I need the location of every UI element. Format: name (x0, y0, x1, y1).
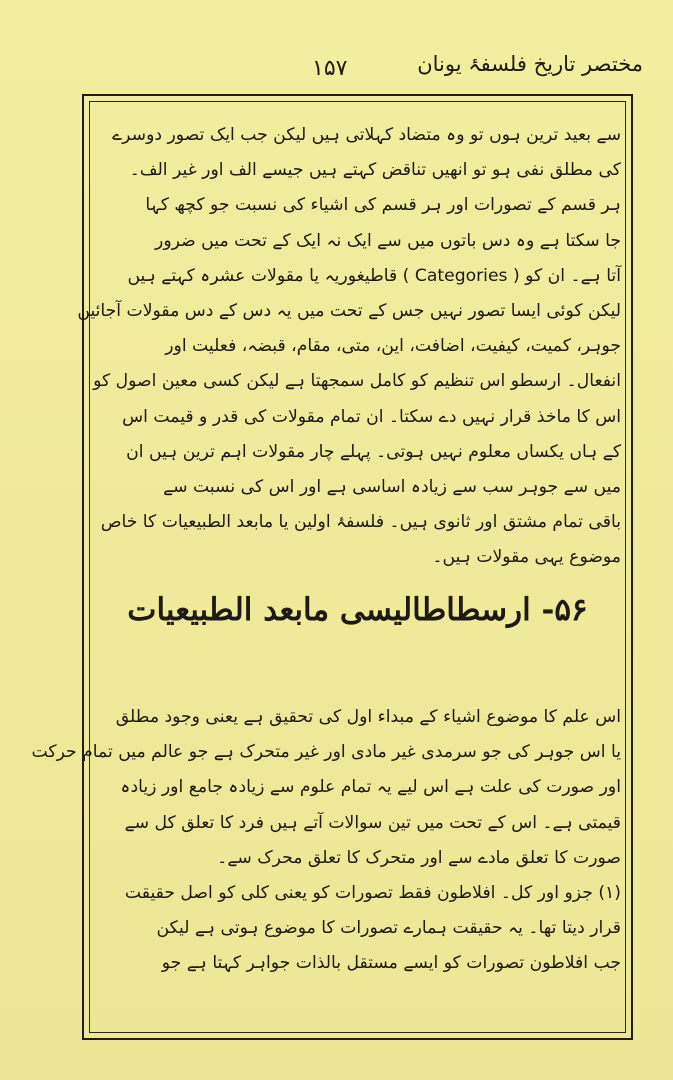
text-line: اس علم کا موضوع اشیاء کے مبداء اول کی تحقیق ہے یعنی وجود مطلق (115, 707, 621, 727)
text-line: اس کا ماخذ قرار نہیں دے سکتا۔ ان تمام مقولات کی قدر و قیمت اس (122, 406, 621, 427)
text-line: جب افلاطون تصورات کو ایسے مستقل بالذات جواہر کہتا ہے جو (161, 953, 621, 974)
text-line: جوہر، کمیت، کیفیت، اضافت، این، متی، مقام، قبضہ، فعلیت اور (165, 336, 621, 357)
text-line: باقی تمام مشتق اور ثانوی ہیں۔ فلسفۂ اولین یا مابعد الطبیعیات کا خاص (100, 512, 621, 533)
text-line: جا سکتا ہے وہ دس باتوں میں سے ایک نہ ایک کے تحت میں ضرور (155, 230, 621, 251)
book-title: مختصر تاریخ فلسفۂ یونان (417, 52, 643, 76)
text-line: اور صورت کی علت ہے اس لیے یہ تمام علوم سے زیادہ جامع اور زیادہ (120, 777, 621, 798)
text-line: کی مطلق نفی ہو تو انھیں تناقض کہتے ہیں جیسے الف اور غیر الف۔ (129, 160, 621, 181)
text-line: سے بعید ترین ہوں تو وہ متضاد کہلاتی ہیں لیکن جب ایک تصور دوسرے (112, 125, 621, 145)
body-text-section-two (31, 700, 621, 982)
text-line: ہر قسم کے تصورات اور ہر قسم کی اشیاء کی نسبت جو کچھ کہا (145, 195, 621, 216)
text-line: (۱) جزو اور کل۔ افلاطون فقط تصورات کو یعنی کلی کو اصل حقیقت (124, 882, 621, 903)
text-line: قرار دیتا تھا۔ یہ حقیقت ہمارے تصورات کا موضوع ہوتی ہے لیکن (156, 918, 621, 939)
body-text-section-one (77, 118, 621, 575)
text-line: کے ہاں یکساں معلوم نہیں ہوتی۔ پہلے چار مقولات اہم ترین ہیں ان (126, 441, 621, 462)
text-line: آتا ہے۔ ان کو ( Categories ) قاطیغوریہ یا مقولات عشرہ کہتے ہیں (127, 265, 621, 286)
text-line: انفعال۔ ارسطو اس تنظیم کو کامل سمجھتا ہے لیکن کسی معین اصول کو (93, 371, 621, 392)
text-line: لیکن کوئی ایسا تصور نہیں جس کے تحت میں یہ دس کے دس مقولات آجائیں (77, 300, 621, 321)
page-number: ۱۵۷ (312, 56, 348, 81)
text-line: صورت کا تعلق مادے سے اور متحرک کا تعلق محرک سے۔ (217, 847, 621, 868)
text-line: میں سے جوہر سب سے زیادہ اساسی ہے اور اس کی نسبت سے (163, 476, 621, 497)
text-line: یا اس جوہر کی جو سرمدی غیر مادی اور غیر متحرک ہے جو عالم میں تمام حرکت (31, 742, 621, 763)
text-line: موضوع یہی مقولات ہیں۔ (432, 547, 621, 568)
section-heading: ۵۶- ارسطاطالیسی مابعد الطبیعیات (127, 592, 588, 628)
text-line: قیمتی ہے۔ اس کے تحت میں تین سوالات آتے ہیں فرد کا تعلق کل سے (124, 812, 621, 833)
